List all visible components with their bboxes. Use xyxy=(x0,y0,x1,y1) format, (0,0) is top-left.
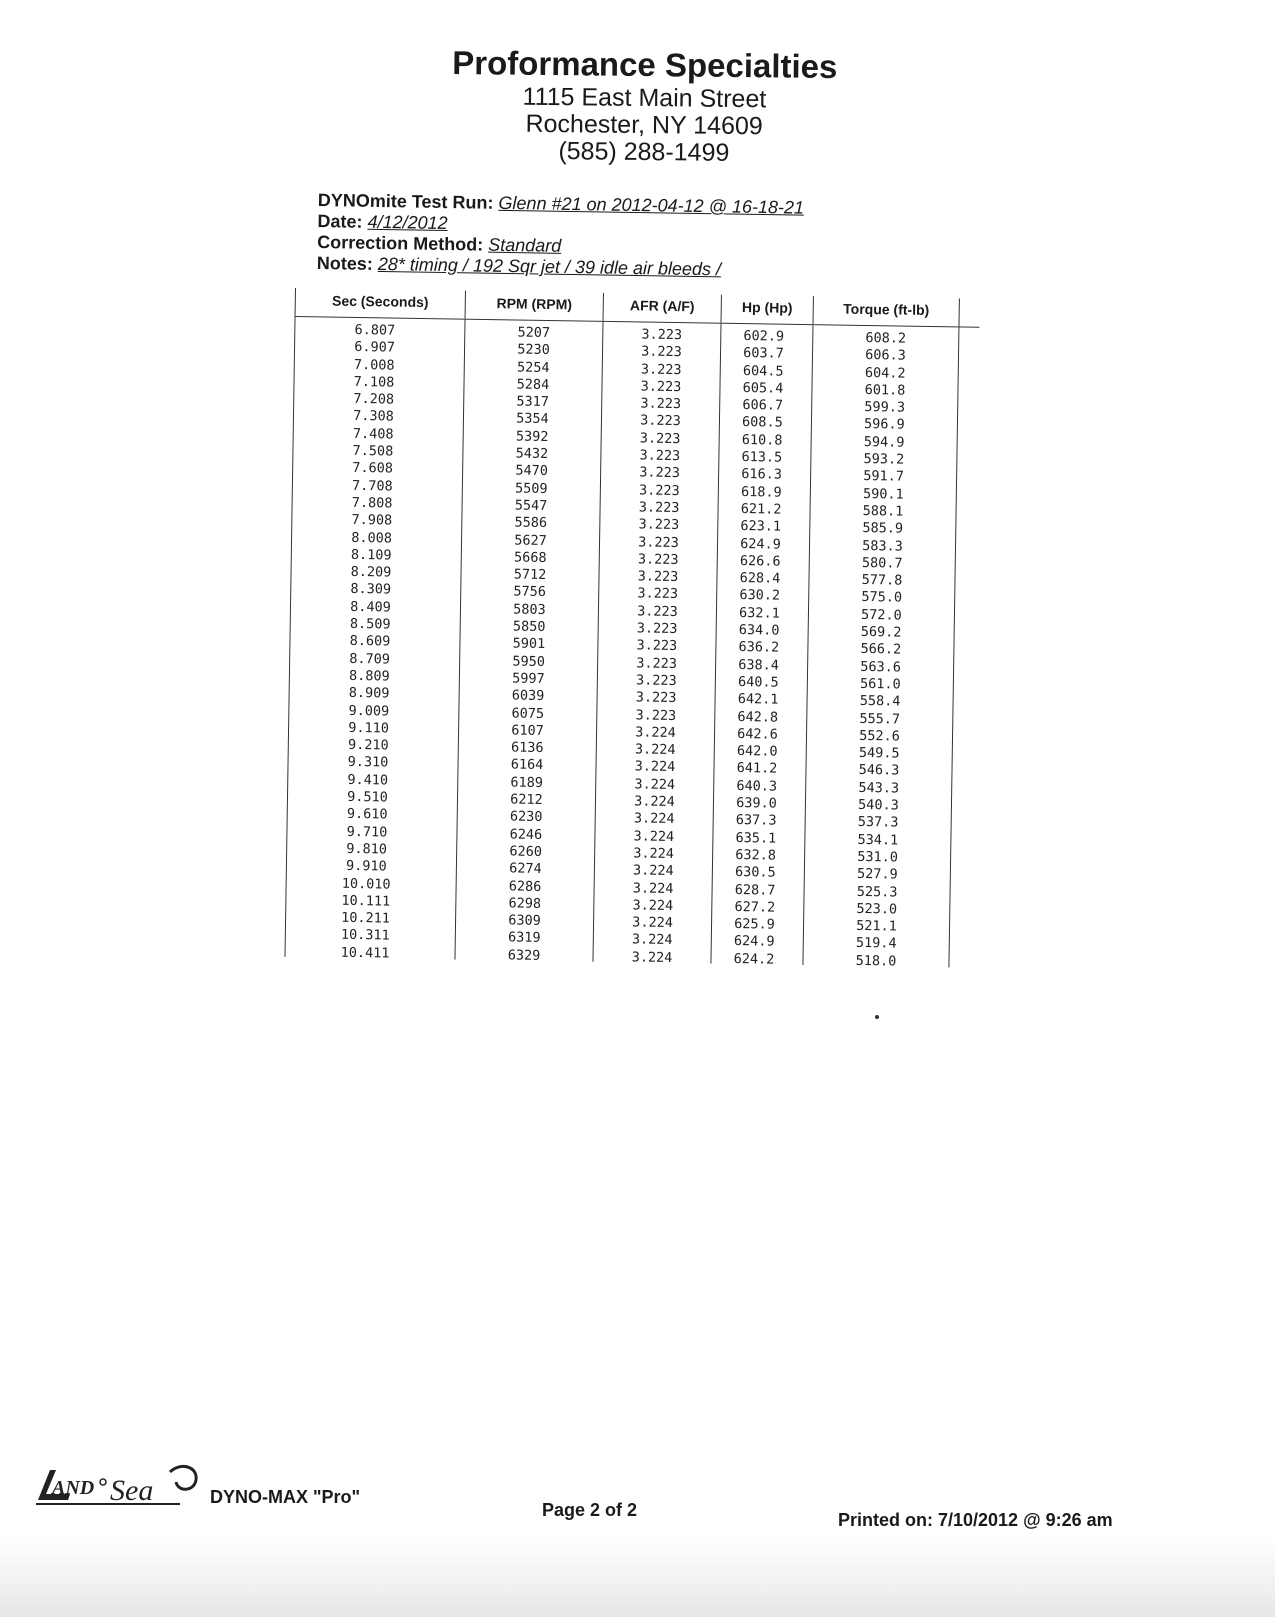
cell-torque: 558.4 xyxy=(859,693,901,710)
land-and-sea-logo xyxy=(30,1460,210,1510)
cell-rpm: 6075 xyxy=(511,704,545,722)
cell-rpm: 5392 xyxy=(515,428,549,445)
cell-sec: 9.910 xyxy=(345,858,387,875)
cell-rpm: 5901 xyxy=(512,635,546,653)
cell-torque: 552.6 xyxy=(859,727,900,745)
cell-hp: 638.4 xyxy=(738,656,780,674)
cell-sec: 7.108 xyxy=(353,373,395,391)
scan-shadow xyxy=(0,1537,1275,1617)
cell-afr: 3.223 xyxy=(636,655,678,672)
cell-sec: 8.909 xyxy=(348,685,390,702)
cell-torque: 604.2 xyxy=(864,364,906,382)
cell-sec: 10.010 xyxy=(341,875,391,893)
cell-afr: 3.224 xyxy=(633,810,675,828)
cell-afr: 3.224 xyxy=(632,862,674,880)
cell-sec: 9.510 xyxy=(347,788,388,806)
cell-rpm: 5850 xyxy=(512,618,546,636)
cell-torque: 580.7 xyxy=(861,554,903,572)
cell-torque: 555.7 xyxy=(859,710,901,728)
cell-torque: 540.3 xyxy=(857,796,899,814)
header-rpm: RPM (RPM) xyxy=(465,291,603,321)
cell-rpm: 6039 xyxy=(511,687,545,705)
cell-rpm: 5470 xyxy=(515,462,549,480)
letterhead xyxy=(419,43,870,169)
cell-torque: 591.7 xyxy=(863,468,905,485)
cell-hp: 604.5 xyxy=(742,362,784,380)
cell-hp: 605.4 xyxy=(742,379,784,397)
cell-rpm: 6246 xyxy=(509,826,543,843)
cell-afr: 3.223 xyxy=(640,378,682,395)
cell-afr: 3.223 xyxy=(638,533,679,551)
cell-hp: 624.9 xyxy=(733,933,775,951)
cell-sec: 9.410 xyxy=(347,771,389,789)
address-city: Rochester, NY 14609 xyxy=(525,109,763,141)
column-afr xyxy=(592,322,720,964)
cell-hp: 634.0 xyxy=(738,622,780,639)
cell-hp: 624.9 xyxy=(740,535,781,553)
cell-hp: 613.5 xyxy=(741,449,783,466)
cell-sec: 7.808 xyxy=(351,494,393,512)
cell-sec: 10.411 xyxy=(340,944,390,962)
cell-hp: 630.2 xyxy=(739,587,781,605)
cell-afr: 3.223 xyxy=(638,516,680,534)
cell-hp: 626.6 xyxy=(739,552,781,570)
cell-torque: 601.8 xyxy=(864,381,906,399)
cell-hp: 642.8 xyxy=(737,708,779,726)
cell-sec: 9.610 xyxy=(346,806,388,823)
cell-torque: 606.3 xyxy=(865,347,906,364)
cell-sec: 8.709 xyxy=(349,650,391,668)
cell-torque: 549.5 xyxy=(858,745,900,762)
scan-speck xyxy=(875,1015,879,1019)
cell-sec: 8.509 xyxy=(349,615,391,633)
cell-sec: 8.008 xyxy=(351,529,393,547)
cell-afr: 3.224 xyxy=(634,793,675,811)
cell-afr: 3.224 xyxy=(634,776,676,793)
cell-hp: 636.2 xyxy=(738,639,780,656)
header-hp: Hp (Hp) xyxy=(721,295,813,324)
header-torque: Torque (ft-lb) xyxy=(812,296,959,326)
cell-rpm: 5354 xyxy=(516,410,549,428)
cell-sec: 7.608 xyxy=(352,460,394,477)
cell-rpm: 5756 xyxy=(513,583,547,601)
cell-sec: 9.710 xyxy=(346,823,388,841)
cell-rpm: 5284 xyxy=(516,376,550,393)
cell-sec: 9.110 xyxy=(348,719,390,737)
cell-sec: 7.208 xyxy=(353,391,395,408)
cell-hp: 632.8 xyxy=(735,846,777,864)
cell-torque: 543.3 xyxy=(858,779,900,797)
cell-hp: 618.9 xyxy=(740,483,782,501)
cell-hp: 632.1 xyxy=(738,604,780,622)
cell-sec: 7.908 xyxy=(351,512,393,529)
cell-torque: 519.4 xyxy=(855,935,897,952)
cell-afr: 3.223 xyxy=(638,499,680,517)
cell-hp: 630.5 xyxy=(734,864,776,881)
cell-sec: 8.809 xyxy=(348,667,390,685)
column-sec xyxy=(284,317,464,960)
cell-hp: 639.0 xyxy=(736,795,777,812)
printed-on: Printed on: 7/10/2012 @ 9:26 am xyxy=(838,1510,1113,1530)
cell-afr: 3.224 xyxy=(631,949,673,966)
cell-torque: 546.3 xyxy=(858,762,900,779)
cell-afr: 3.223 xyxy=(641,326,683,344)
cell-sec: 8.409 xyxy=(350,598,391,616)
cell-rpm: 5668 xyxy=(513,549,547,566)
cell-afr: 3.223 xyxy=(635,689,677,707)
cell-afr: 3.223 xyxy=(636,637,678,655)
cell-afr: 3.224 xyxy=(632,879,674,897)
cell-sec: 9.810 xyxy=(346,840,388,858)
cell-hp: 642.6 xyxy=(737,725,778,743)
cell-afr: 3.223 xyxy=(635,672,677,689)
cell-torque: 534.1 xyxy=(857,831,899,849)
cell-torque: 599.3 xyxy=(864,399,906,416)
cell-sec: 8.109 xyxy=(350,546,392,564)
cell-rpm: 6136 xyxy=(510,739,544,757)
cell-torque: 596.9 xyxy=(863,416,905,434)
cell-afr: 3.223 xyxy=(636,620,678,638)
cell-rpm: 5586 xyxy=(514,514,548,532)
cell-sec: 8.309 xyxy=(350,581,392,598)
cell-afr: 3.223 xyxy=(637,585,679,603)
cell-sec: 10.211 xyxy=(341,909,391,927)
column-rpm xyxy=(454,320,602,962)
product-name: DYNO-MAX "Pro" xyxy=(210,1487,361,1507)
cell-rpm: 5230 xyxy=(517,341,550,359)
cell-hp: 635.1 xyxy=(735,829,777,847)
cell-torque: 518.0 xyxy=(855,952,897,970)
cell-torque: 593.2 xyxy=(863,451,905,468)
cell-torque: 583.3 xyxy=(862,537,903,555)
cell-hp: 641.2 xyxy=(736,760,778,778)
cell-afr: 3.224 xyxy=(633,845,675,862)
cell-afr: 3.223 xyxy=(640,395,682,413)
cell-torque: 594.9 xyxy=(863,433,905,451)
cell-sec: 7.408 xyxy=(352,425,394,443)
cell-rpm: 6164 xyxy=(510,756,544,774)
page-number: Page 2 of 2 xyxy=(542,1500,638,1520)
cell-hp: 625.9 xyxy=(734,916,775,933)
date-label: Date: xyxy=(317,210,363,232)
cell-torque: 523.0 xyxy=(856,900,898,918)
cell-sec: 7.708 xyxy=(351,477,393,495)
cell-torque: 585.9 xyxy=(862,520,904,537)
cell-hp: 640.3 xyxy=(736,777,778,795)
cell-rpm: 6212 xyxy=(510,791,543,808)
cell-sec: 8.209 xyxy=(350,564,392,581)
cell-torque: 561.0 xyxy=(859,675,901,693)
cell-afr: 3.223 xyxy=(639,447,681,465)
cell-afr: 3.224 xyxy=(634,758,676,776)
cell-torque: 525.3 xyxy=(856,883,898,901)
cell-afr: 3.223 xyxy=(639,464,681,482)
cell-hp: 642.0 xyxy=(736,743,778,760)
test-run-value: Glenn #21 on 2012-04-12 @ 16-18-21 xyxy=(498,192,805,218)
cell-hp: 602.9 xyxy=(743,328,785,345)
cell-hp: 623.1 xyxy=(740,518,782,535)
cell-sec: 6.807 xyxy=(354,321,396,339)
correction-label: Correction Method: xyxy=(317,231,484,255)
svg-text:AND: AND xyxy=(52,1477,95,1499)
address-street: 1115 East Main Street xyxy=(522,82,767,114)
cell-hp: 640.5 xyxy=(737,673,779,691)
cell-rpm: 6298 xyxy=(508,895,542,912)
cell-hp: 616.3 xyxy=(741,466,783,484)
cell-afr: 3.224 xyxy=(633,827,675,845)
cell-hp: 608.5 xyxy=(741,414,783,432)
cell-sec: 9.210 xyxy=(347,737,389,754)
cell-rpm: 6230 xyxy=(509,808,543,826)
cell-rpm: 6260 xyxy=(509,843,543,860)
cell-sec: 7.008 xyxy=(353,356,395,374)
run-metadata xyxy=(317,190,858,282)
dyno-data-table xyxy=(284,288,979,968)
date-value: 4/12/2012 xyxy=(367,211,448,234)
cell-torque: 531.0 xyxy=(857,848,899,866)
cell-torque: 575.0 xyxy=(861,589,903,607)
test-run-label: DYNOmite Test Run: xyxy=(317,190,494,213)
cell-afr: 3.223 xyxy=(640,361,682,378)
notes-label: Notes: xyxy=(316,252,374,274)
cell-torque: 527.9 xyxy=(856,866,898,883)
cell-rpm: 6329 xyxy=(507,947,541,964)
cell-sec: 7.308 xyxy=(353,408,394,426)
cell-rpm: 5207 xyxy=(517,324,551,342)
cell-torque: 608.2 xyxy=(865,329,907,347)
cell-rpm: 5627 xyxy=(514,532,547,549)
cell-rpm: 5547 xyxy=(514,497,548,514)
column-torque xyxy=(802,325,959,970)
cell-torque: 572.0 xyxy=(860,606,902,624)
cell-hp: 603.7 xyxy=(743,345,784,362)
cell-rpm: 5254 xyxy=(516,359,550,376)
cell-afr: 3.223 xyxy=(641,343,682,361)
cell-rpm: 6107 xyxy=(511,722,544,739)
cell-torque: 521.1 xyxy=(856,917,897,935)
cell-rpm: 6286 xyxy=(508,877,542,895)
cell-rpm: 5950 xyxy=(512,653,546,670)
cell-sec: 9.009 xyxy=(348,702,390,720)
cell-rpm: 5509 xyxy=(514,480,548,497)
cell-rpm: 5317 xyxy=(516,393,550,411)
cell-afr: 3.224 xyxy=(632,914,674,932)
cell-sec: 8.609 xyxy=(349,633,391,650)
cell-torque: 566.2 xyxy=(860,641,902,658)
cell-hp: 624.2 xyxy=(733,950,775,968)
cell-rpm: 5712 xyxy=(513,566,547,584)
cell-rpm: 6274 xyxy=(509,860,542,878)
cell-afr: 3.224 xyxy=(635,724,676,741)
cell-hp: 642.1 xyxy=(737,691,779,708)
column-hp xyxy=(710,324,812,968)
table-body xyxy=(284,317,979,968)
cell-rpm: 6319 xyxy=(507,929,541,947)
cell-rpm: 6189 xyxy=(510,774,544,791)
cell-afr: 3.223 xyxy=(635,706,677,724)
cell-hp: 628.4 xyxy=(739,570,781,587)
cell-rpm: 5432 xyxy=(515,445,549,463)
cell-afr: 3.223 xyxy=(639,430,681,447)
cell-rpm: 5803 xyxy=(513,601,546,618)
header-sec: Sec (Seconds) xyxy=(295,288,465,319)
notes-value: 28* timing / 192 Sqr jet / 39 idle air bleeds / xyxy=(377,253,722,280)
cell-rpm: 5997 xyxy=(512,670,545,687)
cell-sec: 9.310 xyxy=(347,754,389,771)
cell-afr: 3.223 xyxy=(637,603,678,620)
cell-afr: 3.223 xyxy=(637,568,679,586)
cell-hp: 610.8 xyxy=(741,431,783,449)
header-afr: AFR (A/F) xyxy=(603,293,721,323)
cell-afr: 3.223 xyxy=(637,551,679,568)
cell-torque: 537.3 xyxy=(857,814,899,831)
cell-hp: 628.7 xyxy=(734,881,776,899)
cell-hp: 621.2 xyxy=(740,500,782,518)
cell-afr: 3.224 xyxy=(634,741,676,759)
cell-afr: 3.223 xyxy=(640,412,681,430)
address-phone: (585) 288-1499 xyxy=(558,137,730,167)
cell-afr: 3.224 xyxy=(632,897,674,914)
cell-rpm: 6309 xyxy=(508,912,541,930)
cell-torque: 590.1 xyxy=(862,485,904,503)
correction-value: Standard xyxy=(488,234,562,256)
cell-hp: 606.7 xyxy=(742,397,784,414)
cell-torque: 569.2 xyxy=(860,623,902,641)
cell-sec: 10.111 xyxy=(341,892,391,910)
cell-torque: 577.8 xyxy=(861,572,903,589)
company-name: Proformance Specialties xyxy=(452,43,838,86)
cell-torque: 563.6 xyxy=(860,658,902,676)
cell-sec: 10.311 xyxy=(340,927,390,944)
cell-torque: 588.1 xyxy=(862,502,904,520)
cell-sec: 6.907 xyxy=(354,339,396,356)
cell-hp: 627.2 xyxy=(734,898,776,916)
cell-afr: 3.223 xyxy=(638,482,680,499)
cell-afr: 3.224 xyxy=(631,931,673,949)
cell-hp: 637.3 xyxy=(735,812,777,829)
cell-sec: 7.508 xyxy=(352,443,394,460)
svg-text:Sea: Sea xyxy=(110,1474,154,1507)
